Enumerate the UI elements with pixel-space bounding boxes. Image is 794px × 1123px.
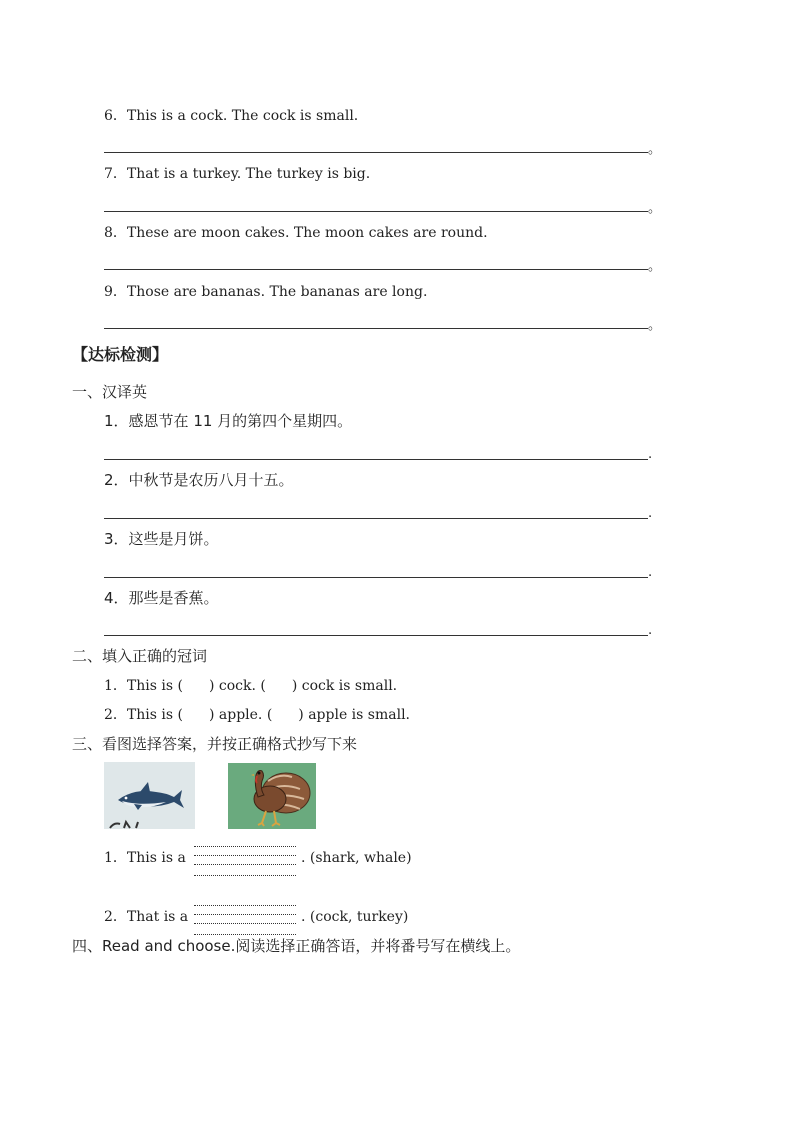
end-mark: 。 — [648, 142, 662, 157]
part1-item-4: 4．那些是香蕉。 — [104, 589, 219, 607]
part3-item-1: 1．This is a — [104, 850, 186, 866]
end-mark: 。 — [648, 201, 662, 216]
part2-title: 二、填入正确的冠词 — [72, 647, 208, 665]
part1-title: 一、汉译英 — [72, 383, 148, 401]
turkey-icon — [228, 763, 316, 829]
answer-line[interactable] — [104, 577, 648, 578]
writing-lines[interactable] — [194, 846, 296, 876]
options-hint: . (shark, whale) — [301, 850, 412, 866]
part1-item-2: 2．中秋节是农历八月十五。 — [104, 471, 294, 489]
turkey-picture — [228, 763, 316, 829]
end-mark: . — [648, 623, 653, 638]
end-mark: 。 — [648, 259, 662, 274]
end-mark: 。 — [648, 318, 662, 333]
end-mark: . — [648, 565, 653, 580]
answer-line[interactable] — [104, 635, 648, 636]
part1-item-1: 1．感恩节在 11 月的第四个星期四。 — [104, 412, 353, 430]
exercise-item-7: 7．That is a turkey. The turkey is big. — [104, 166, 371, 182]
exercise-item-6: 6．This is a cock. The cock is small. — [104, 108, 359, 124]
answer-line[interactable] — [104, 269, 648, 270]
answer-line[interactable] — [104, 152, 648, 153]
options-hint: . (cock, turkey) — [301, 909, 409, 925]
answer-line[interactable] — [104, 328, 648, 329]
part3-title: 三、看图选择答案，并按正确格式抄写下来 — [72, 735, 358, 753]
answer-line[interactable] — [104, 211, 648, 212]
section-header: 【达标检测】 — [72, 345, 169, 364]
part2-item-1: 1．This is ( ) cock. ( ) cock is small. — [104, 678, 398, 694]
part1-item-3: 3．这些是月饼。 — [104, 530, 219, 548]
end-mark: . — [648, 447, 653, 462]
exercise-item-8: 8．These are moon cakes. The moon cakes are round. — [104, 225, 488, 241]
end-mark: . — [648, 506, 653, 521]
answer-line[interactable] — [104, 459, 648, 460]
answer-line[interactable] — [104, 518, 648, 519]
part4-title: 四、Read and choose.阅读选择正确答语，并将番号写在横线上。 — [72, 937, 521, 955]
part2-item-2: 2．This is ( ) apple. ( ) apple is small. — [104, 707, 411, 723]
part3-item-2: 2．That is a — [104, 909, 189, 925]
writing-lines[interactable] — [194, 905, 296, 935]
exercise-item-9: 9．Those are bananas. The bananas are long. — [104, 284, 428, 300]
shark-icon — [104, 762, 195, 829]
shark-picture — [104, 762, 195, 829]
